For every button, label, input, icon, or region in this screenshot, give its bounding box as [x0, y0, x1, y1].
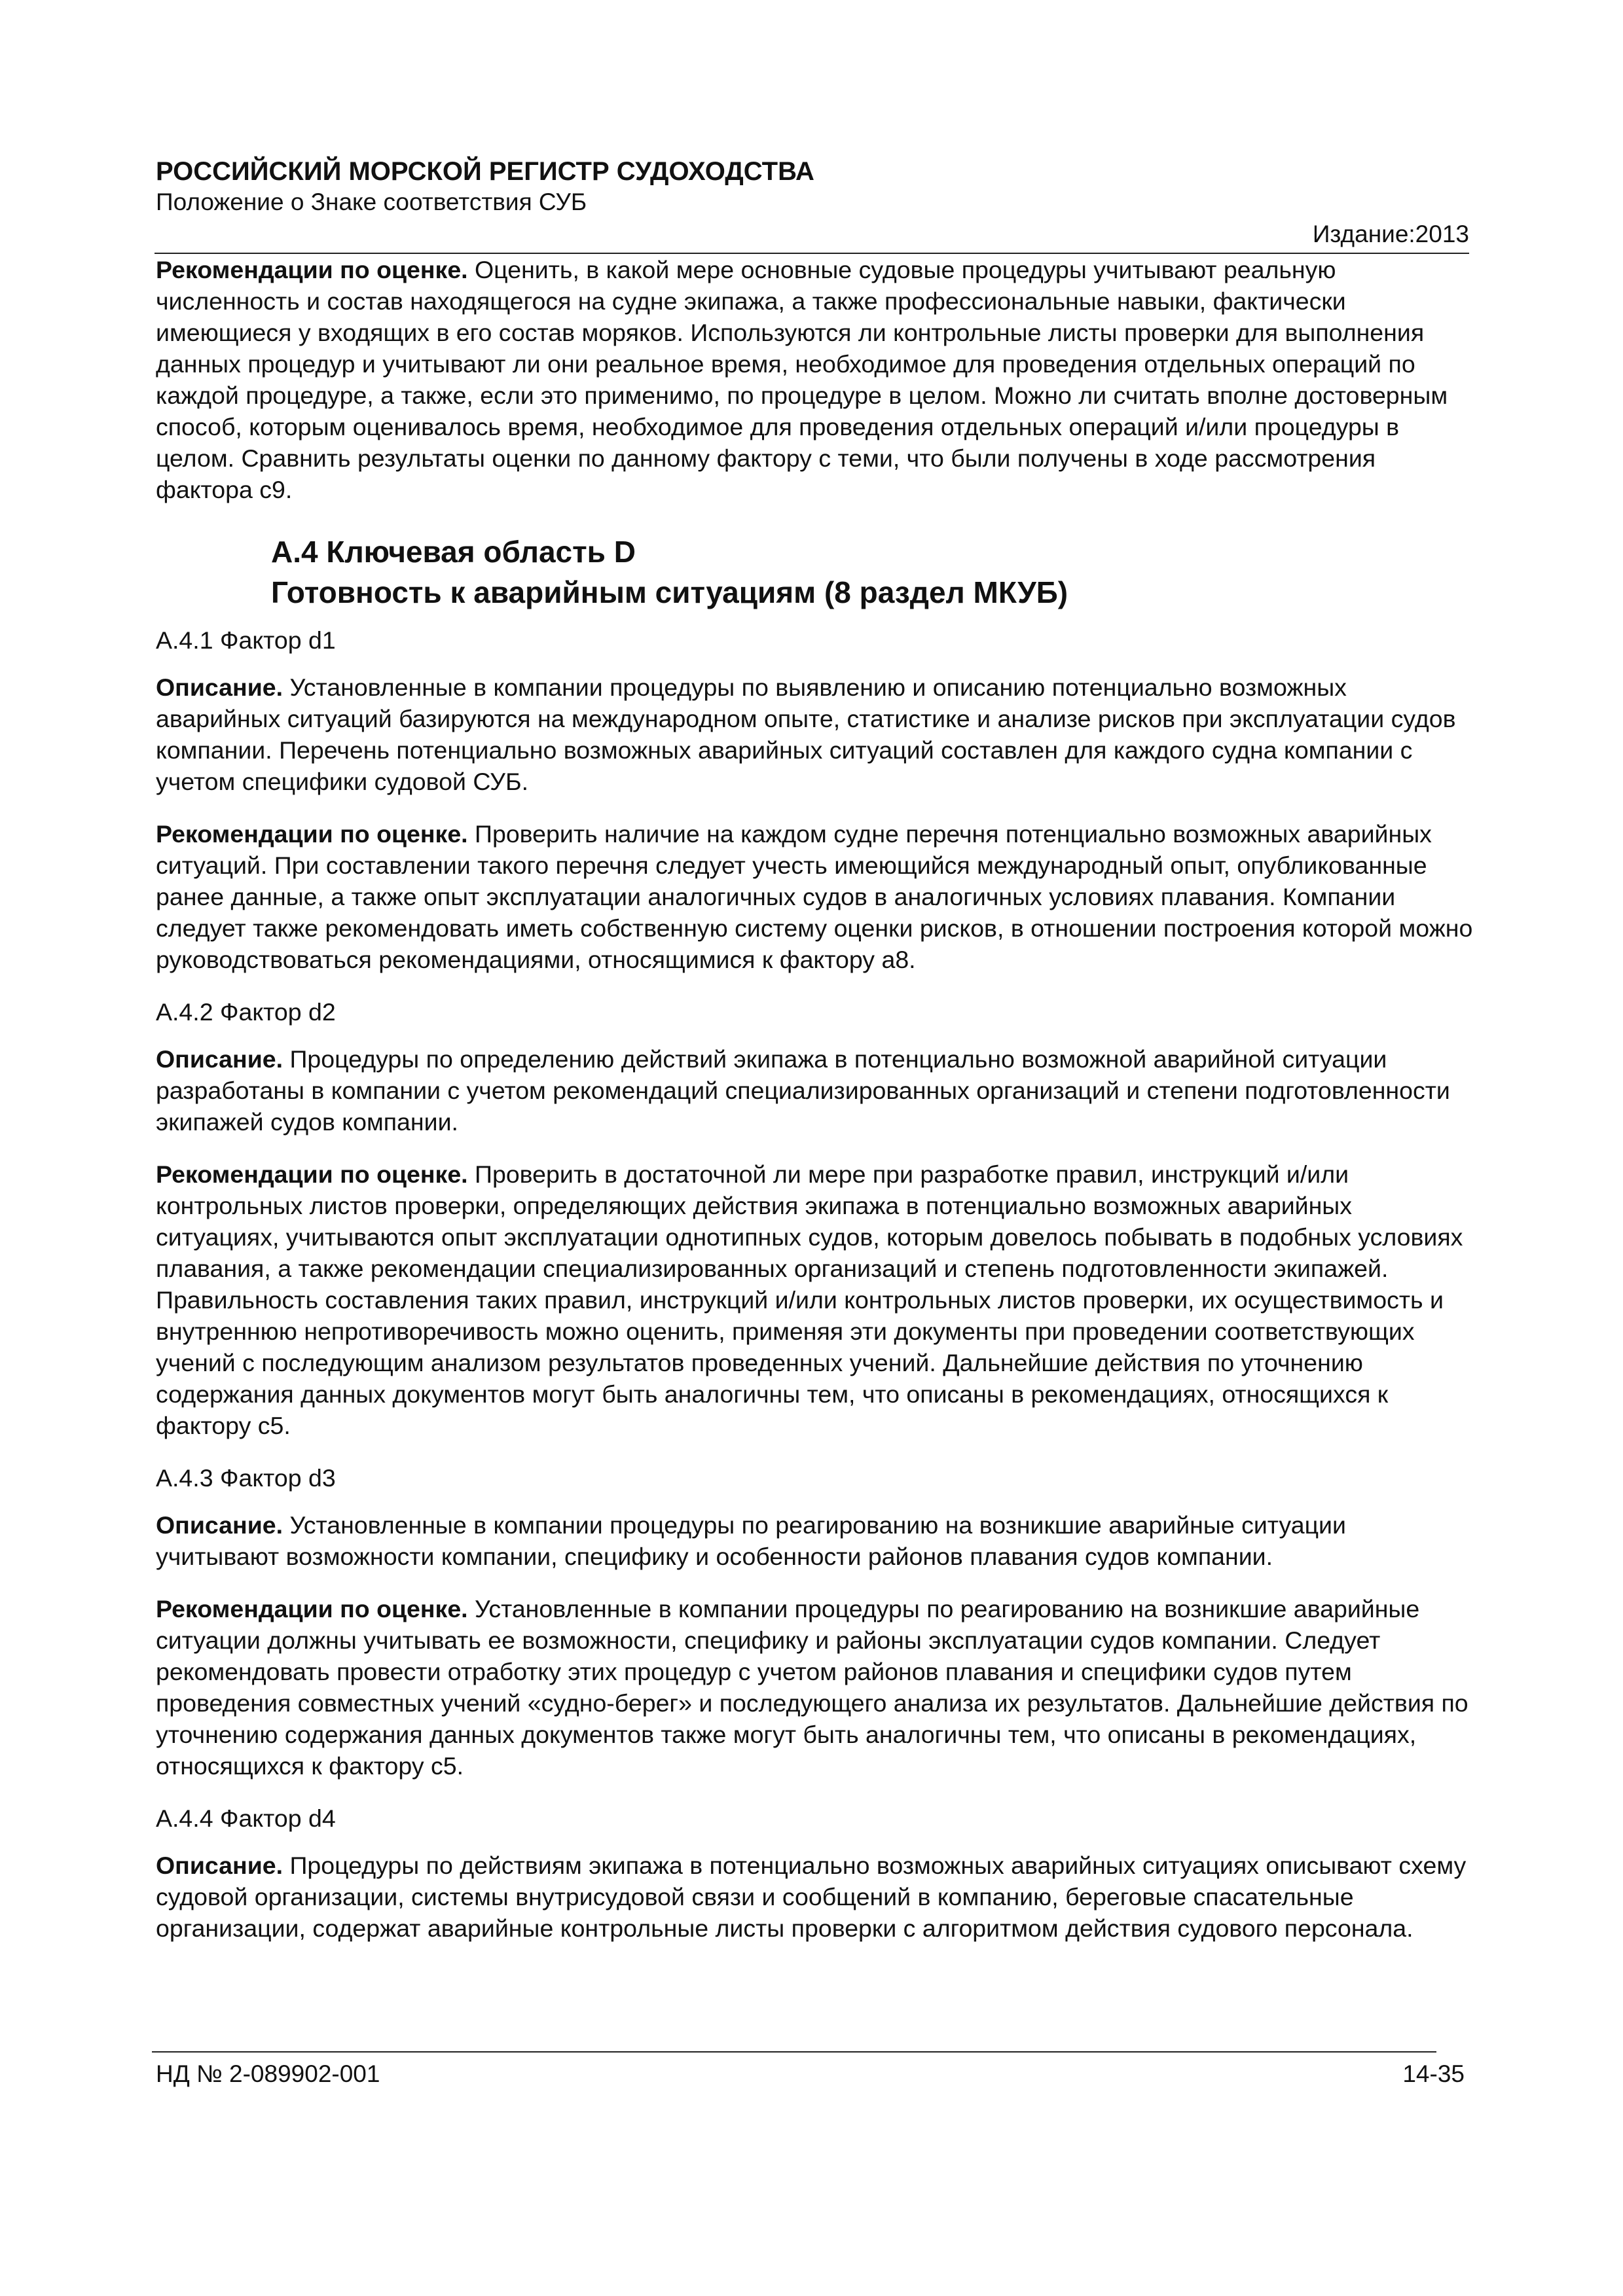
factor-description: [156, 1850, 1473, 1944]
main-content: [156, 254, 1473, 1965]
page-number: 14-35: [1402, 2060, 1465, 2087]
document-subtitle: Положение о Знаке соответствия СУБ: [156, 188, 587, 215]
document-number: НД № 2-089902-001: [156, 2060, 380, 2087]
factor-recommendation: [156, 1158, 1473, 1441]
description-text: Установленные в компании процедуры по реагированию на возникшие аварийные ситуации учитывают возможности компании, специфику и особенности районов плавания судов компании.: [156, 1511, 1346, 1570]
recommendation-label: Рекомендации по оценке.: [156, 1595, 468, 1623]
organization-title: РОССИЙСКИЙ МОРСКОЙ РЕГИСТР СУДОХОДСТВА: [156, 157, 814, 186]
intro-text: Оценить, в какой мере основные судовые процедуры учитывают реальную численность и состав находящегося на судне экипажа, а также профессиональные навыки, фактически имеющиеся у входящих в его состав моряков. Используются ли контрольные листы проверки для выполнения данных процедур и учитывают ли они реальное время, необходимое для проведения отдельных операций по каждой процедуре, а также, если это применимо, по процедуре в целом. Можно ли считать вполне достоверным способ, которым оценивалось время, необходимое для проведения отдельных операций и/или процедуры в целом. Сравнить результаты оценки по данному фактору с теми, что были получены в ходе рассмотрения фактора с9.: [156, 256, 1448, 503]
recommendation-label: Рекомендации по оценке.: [156, 1160, 468, 1188]
description-label: Описание.: [156, 1511, 283, 1539]
factor-description: [156, 1043, 1473, 1138]
description-text: Процедуры по определению действий экипажа в потенциально возможной аварийной ситуации разработаны в компании с учетом рекомендаций специализированных организаций и степени подготовленности экипажей судов компании.: [156, 1045, 1450, 1136]
factor-heading: А.4.4 Фактор d4: [156, 1804, 336, 1832]
description-label: Описание.: [156, 1045, 283, 1073]
description-text: Процедуры по действиям экипажа в потенциально возможных аварийных ситуациях описывают схему судовой организации, системы внутрисудовой связи и сообщений в компанию, береговые спасательные организации, содержат аварийные контрольные листы проверки с алгоритмом действия судового персонала.: [156, 1852, 1467, 1942]
recommendation-text: Установленные в компании процедуры по реагированию на возникшие аварийные ситуации должны учитывать ее возможности, специфику и районы эксплуатации судов компании. Следует рекомендовать провести отработку этих процедур с учетом районов плавания и специфики судов путем проведения совместных учений «судно-берег» и последующего анализа их результатов. Дальнейшие действия по уточнению содержания данных документов также могут быть аналогичны тем, что описаны в рекомендациях, относящихся к фактору с5.: [156, 1595, 1468, 1780]
intro-paragraph: [156, 254, 1473, 505]
section-title-line1: А.4 Ключевая область D: [271, 535, 636, 569]
factor-description: [156, 1509, 1473, 1572]
recommendation-label: Рекомендации по оценке.: [156, 820, 468, 848]
description-text: Установленные в компании процедуры по выявлению и описанию потенциально возможных аварийных ситуаций базируются на международном опыте, статистике и анализе рисков при эксплуатации судов компании. Перечень потенциально возможных аварийных ситуаций составлен для каждого судна компании с учетом специфики судовой СУБ.: [156, 673, 1456, 795]
factor-recommendation: [156, 818, 1473, 975]
description-label: Описание.: [156, 1852, 283, 1879]
section-heading: [271, 531, 1473, 613]
intro-label: Рекомендации по оценке.: [156, 256, 468, 283]
factor-heading: А.4.1 Фактор d1: [156, 626, 336, 654]
section-title-line2: Готовность к аварийным ситуациям (8 раздел МКУБ): [271, 575, 1068, 609]
factor-heading: А.4.2 Фактор d2: [156, 998, 336, 1026]
edition-label: Издание:2013: [1312, 221, 1469, 247]
factor-description: [156, 672, 1473, 797]
description-label: Описание.: [156, 673, 283, 701]
factor-recommendation: [156, 1593, 1473, 1782]
recommendation-text: Проверить в достаточной ли мере при разработке правил, инструкций и/или контрольных листов проверки, определяющих действия экипажа в потенциально возможных аварийных ситуациях, учитываются опыт эксплуатации однотипных судов, которым довелось побывать в подобных условиях плавания, а также рекомендации специализированных организаций и степень подготовленности экипажей. Правильность составления таких правил, инструкций и/или контрольных листов проверки, их осуществимость и внутреннюю непротиворечивость можно оценить, применяя эти документы при проведении соответствующих учений с последующим анализом результатов проведенных учений. Дальнейшие действия по уточнению содержания данных документов могут быть аналогичны тем, что описаны в рекомендациях, относящихся к фактору с5.: [156, 1160, 1463, 1439]
footer-rule: [152, 2051, 1436, 2053]
recommendation-text: Проверить наличие на каждом судне перечня потенциально возможных аварийных ситуаций. При составлении такого перечня следует учесть имеющийся международный опыт, опубликованные ранее данные, а также опыт эксплуатации аналогичных судов в аналогичных условиях плавания. Компании следует также рекомендовать иметь собственную систему оценки рисков, в отношении построения которой можно руководствоваться рекомендациями, относящимися к фактору а8.: [156, 820, 1473, 973]
factor-heading: А.4.3 Фактор d3: [156, 1464, 336, 1492]
